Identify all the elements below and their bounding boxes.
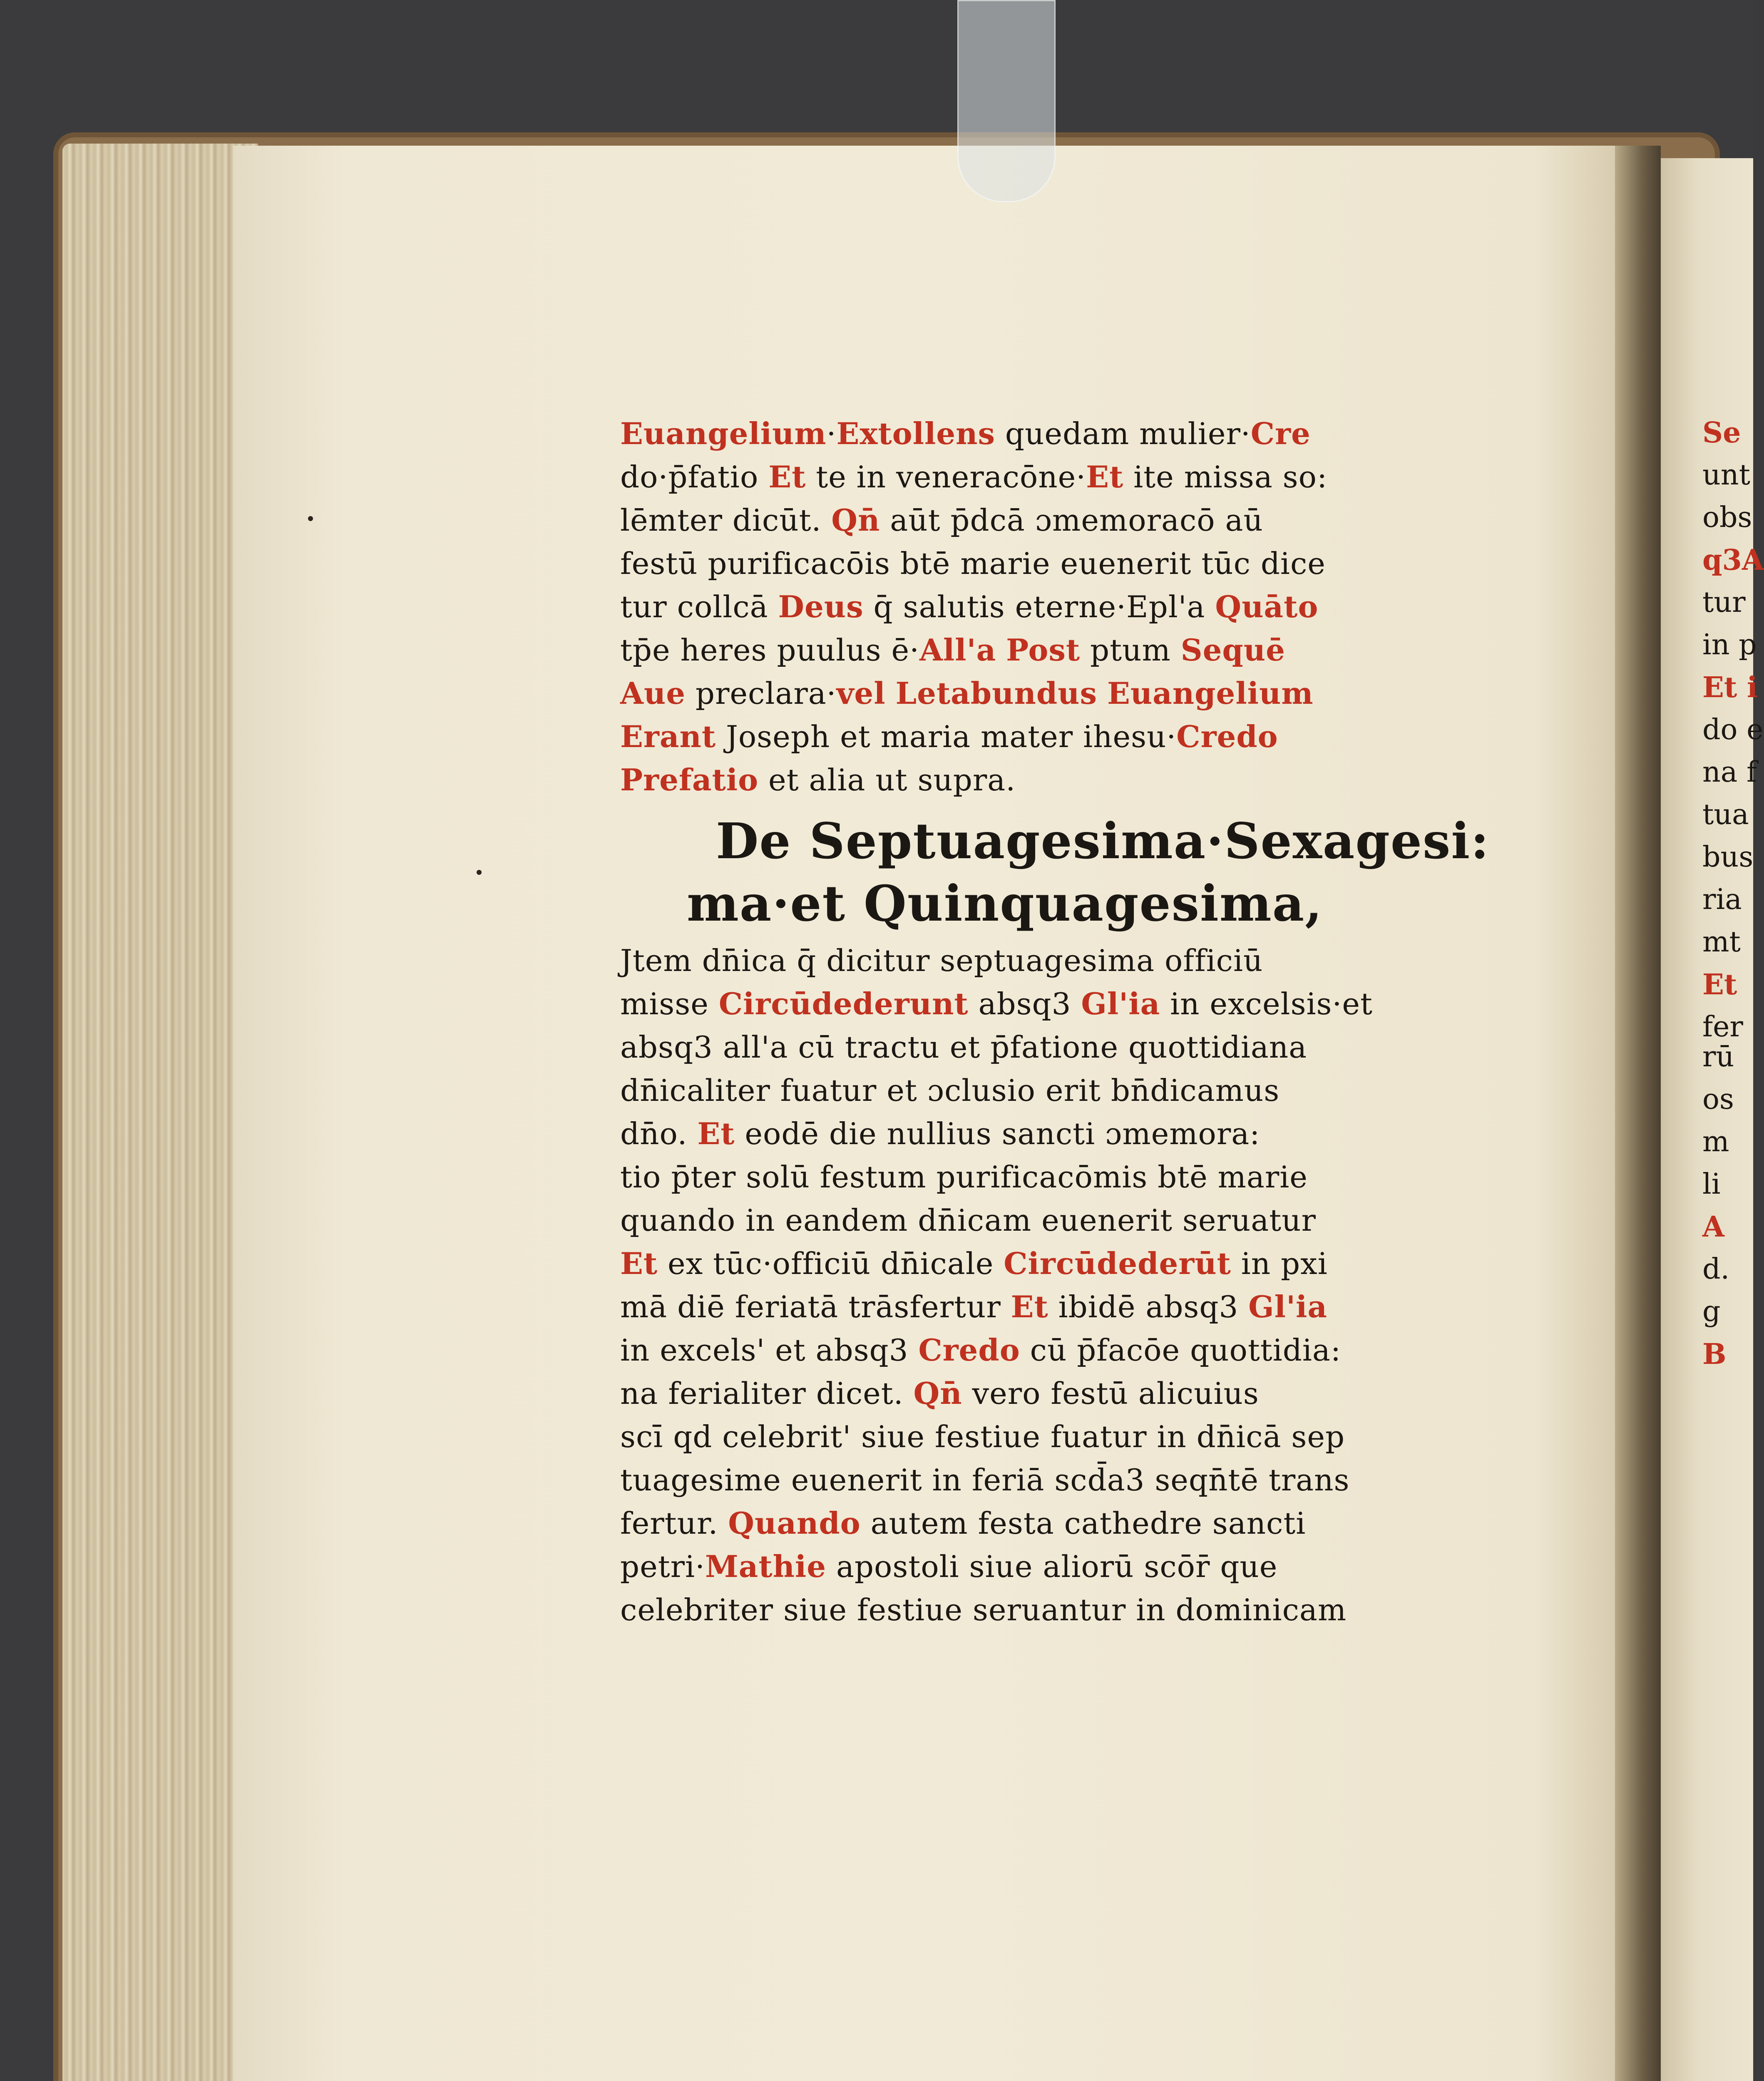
text-line: petri·Mathie apostoli siue aliorū scōr̄ que xyxy=(620,1549,1278,1584)
margin-fragment: Et i xyxy=(1702,671,1758,704)
margin-fragment: Et xyxy=(1702,968,1737,1001)
text-line: scī qd celebrit' siue festiue fuatur in dn̄icā sep xyxy=(620,1419,1345,1454)
heading-line: De Septuagesima·Sexagesi: xyxy=(716,812,1490,870)
margin-fragment: na f xyxy=(1702,756,1757,789)
margin-fragment: g xyxy=(1702,1295,1721,1328)
page-edges xyxy=(62,144,258,2081)
text-line: do·p̄fatio Et te in veneracōne·Et ite missa so: xyxy=(620,459,1328,494)
margin-fragment: do e xyxy=(1702,713,1764,746)
margin-fragment: obs xyxy=(1702,501,1752,534)
margin-fragment: B xyxy=(1702,1338,1727,1371)
margin-fragment: rū xyxy=(1702,1040,1734,1073)
text-line: fertur. Quando autem festa cathedre sancti xyxy=(620,1505,1306,1541)
text-line: lēmter dicūt. Qn̄ aūt p̄dcā ɔmemoracō aū xyxy=(620,502,1263,538)
text-line: Aue preclara·vel Letabundus Euangelium xyxy=(620,675,1314,711)
book-gutter xyxy=(1615,146,1661,2081)
margin-fragment: os xyxy=(1702,1083,1734,1116)
ink-mark xyxy=(308,516,313,521)
margin-fragment: fer xyxy=(1702,1011,1743,1043)
heading-line: ma·et Quinquagesima, xyxy=(687,874,1323,932)
margin-fragment: tua xyxy=(1702,798,1749,831)
ink-mark xyxy=(477,870,482,875)
text-line: festū purificacōis btē marie euenerit tūc dice xyxy=(620,546,1326,581)
margin-fragment: mt xyxy=(1702,926,1741,959)
text-line: tur collcā Deus q̄ salutis eterne·Epl'a Quāto xyxy=(620,589,1319,624)
text-line: absq3 all'a cū tractu et p̄fatione quottidiana xyxy=(620,1030,1307,1065)
margin-fragment: li xyxy=(1702,1168,1721,1201)
text-line: dn̄icaliter fuatur et ɔclusio erit bn̄dicamus xyxy=(620,1073,1280,1108)
text-line: Erant Joseph et maria mater ihesu·Credo xyxy=(620,719,1278,754)
text-line: celebriter siue festiue seruantur in dominicam xyxy=(620,1592,1347,1627)
text-line: Euangelium·Extollens quedam mulier·Cre xyxy=(620,416,1311,451)
text-line: Et ex tūc·officiū dn̄icale Circūdederūt in pxi xyxy=(620,1246,1328,1281)
text-line: tio p̄ter solū festum purificacōmis btē marie xyxy=(620,1160,1308,1194)
margin-fragment: bus xyxy=(1702,841,1754,874)
margin-fragment: unt xyxy=(1702,459,1750,492)
main-text-block xyxy=(620,412,1490,1627)
text-line: tp̄e heres puulus ē·All'a Post ptum Sequē xyxy=(620,632,1285,668)
margin-fragment: A xyxy=(1702,1210,1724,1244)
text-line: na ferialiter dicet. Qn̄ vero festū alicuius xyxy=(620,1376,1259,1411)
margin-fragment: q3A xyxy=(1702,544,1764,577)
text-line: in excels' et absq3 Credo cū p̄facōe quottidia: xyxy=(620,1332,1342,1368)
margin-fragment: Se xyxy=(1702,416,1741,449)
text-line: tuagesime euenerit in feriā scd̄a3 seqn̄tē trans xyxy=(620,1463,1350,1497)
margin-fragment: d. xyxy=(1702,1253,1730,1286)
margin-fragment: ria xyxy=(1702,883,1742,916)
text-line: Prefatio et alia ut supra. xyxy=(620,762,1016,797)
text-line: dn̄o. Et eodē die nullius sancti ɔmemora: xyxy=(620,1116,1260,1151)
text-line: quando in eandem dn̄icam euenerit seruatur xyxy=(620,1203,1316,1238)
text-line: mā diē feriatā trāsfertur Et ibidē absq3 Gl'ia xyxy=(620,1289,1328,1324)
top-page-clip xyxy=(957,0,1056,202)
margin-fragment: m xyxy=(1702,1125,1729,1158)
text-line: Jtem dn̄ica q̄ dicitur septuagesima officiū xyxy=(620,943,1263,978)
margin-fragment: in p xyxy=(1702,628,1757,661)
margin-fragment: tur xyxy=(1702,586,1746,619)
text-line: misse Circūdederunt absq3 Gl'ia in excelsis·et xyxy=(620,986,1373,1021)
